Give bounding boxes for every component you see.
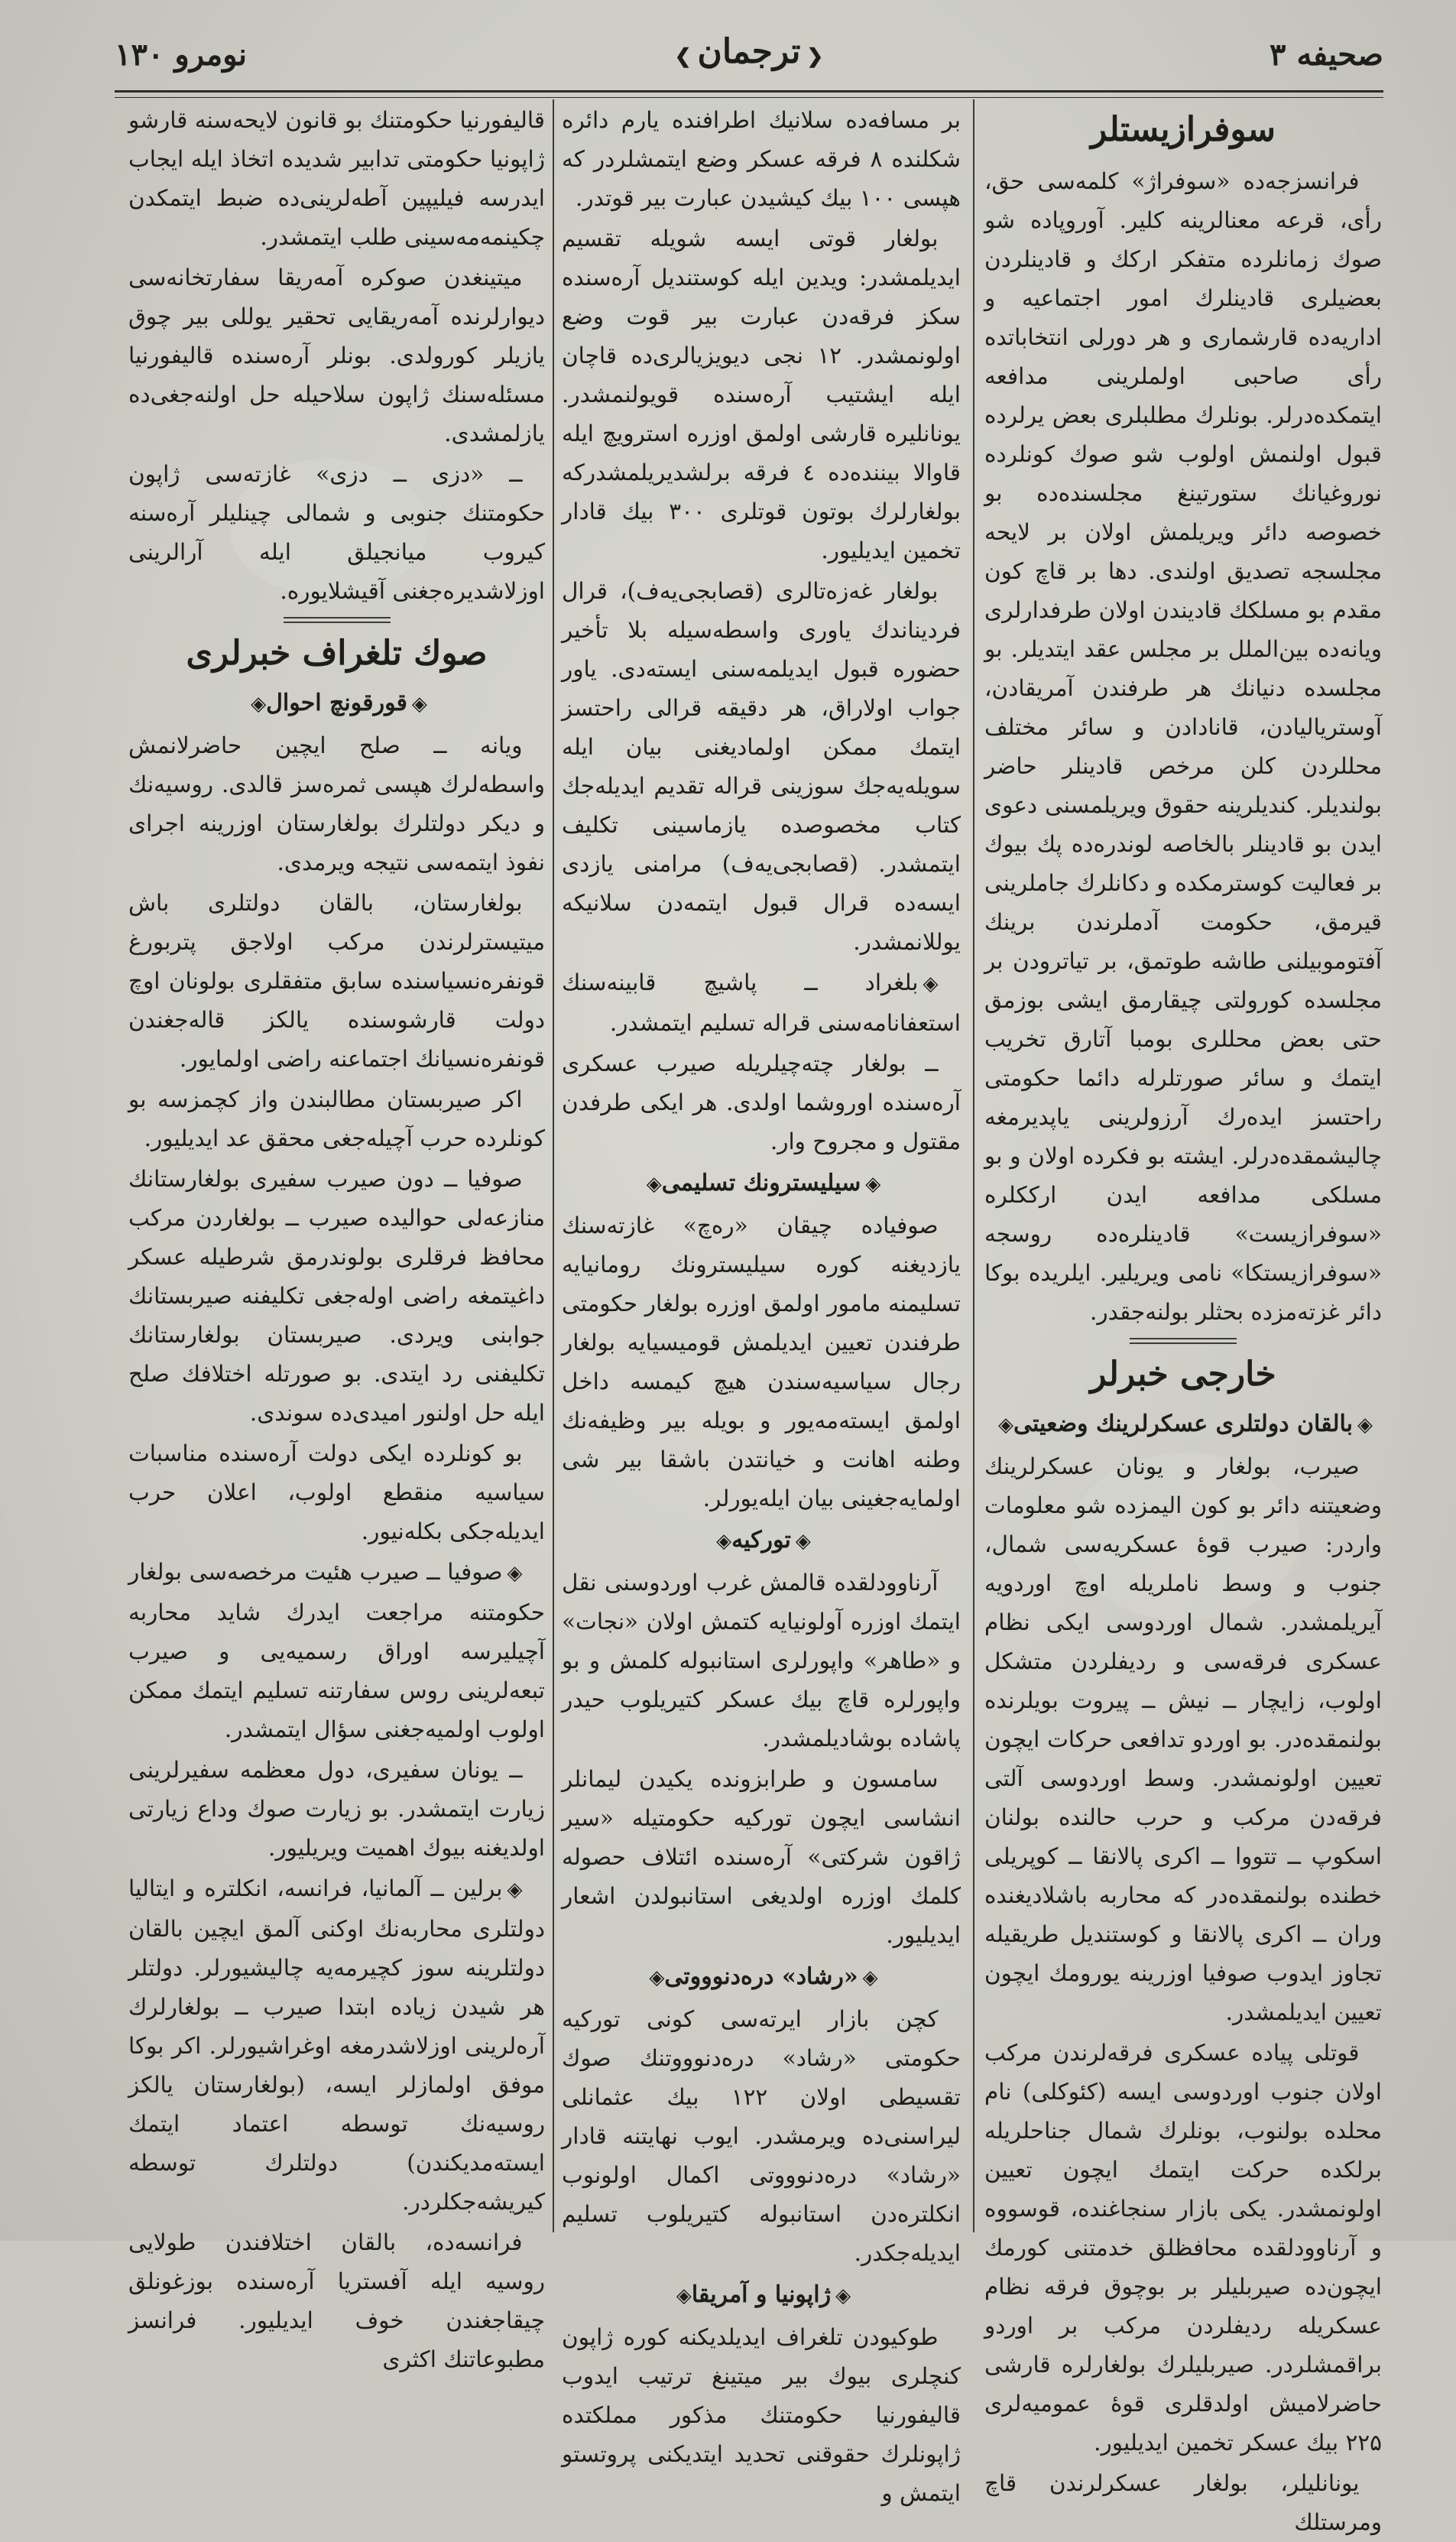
ornament-icon: ❮ xyxy=(806,45,824,68)
section-divider xyxy=(284,617,391,623)
section-heading-latest-telegrams: صوك تلغراف خبرلری xyxy=(186,634,488,673)
diamond-icon: ◈ xyxy=(507,1562,523,1585)
diamond-icon: ◈ xyxy=(1357,1414,1373,1437)
page-header xyxy=(115,31,1383,88)
article-paragraph: آرناوودلقده قالمش غرب اوردوسنی نقل ایتمك اوزره آولونیایه کتمش اولان «نجات» و «طاهر» واپورلری استانبوله کلمش و بو واپورلره قاچ بیك عسکر کتیریلوب حیدر پاشاده بوشادیلمشدر. xyxy=(562,1570,961,1751)
article-paragraph: بولغارستان، بالقان دولتلری باش میتیسترلرندن مرکب اولاجق پتربورغ قونفره‌نسیاسنده سابق متفقلری بولونان اوچ دولت قارشوسنده یالکز قاله‌جغندن قونفره‌نسیانك اجتماعنه راضی اولمایور. xyxy=(128,890,545,1072)
subheading-text: قورقونچ احوال xyxy=(266,690,407,716)
subheading-text: «رشاد» دره‌دنوووتی xyxy=(664,1963,858,1990)
article-paragraph: کچن بازار ایرته‌سی کونی تورکیه حکومتی «رشاد» دره‌دنوووتنك صوك تقسیطی اولان ۱۲۲ بیك عثمانلی لیراسنی‌ده ویرمشدر. ایوب نهایتنه قادار «رشاد» دره‌دنوووتی اکمال اولونوب انکلتره‌دن استانبوله کتیریلوب تسلیم ایدیله‌جکدر. xyxy=(562,2006,961,2266)
article-subheading xyxy=(562,1166,961,1202)
article-paragraph: ویانه ــ صلح ایچین حاضرلانمش واسطه‌لرك هپسی ثمره‌سز قالدی. روسیه‌نك و دیکر دولتلرك بولغارستان اوزرینه اجرای نفوذ ایتمه‌سی نتیجه ویرمدی. xyxy=(128,732,545,875)
article-paragraph: یونانلیلر، بولغار عسکرلرندن قاچ ومرستلك xyxy=(984,2470,1382,2535)
article-paragraph: ــ «دزی ــ دزی» غازته‌سی ژاپون حکومتنك جنوبی و شمالی چینلیلر آره‌سنه کیروب میانجیلق ایله آرالرینی اوزلاشدیره‌جغنی آقیشلایوره. xyxy=(128,461,545,604)
article-paragraph: سامسون و طرابزونده یکیدن لیمانلر انشاسی ایچون تورکیه حکومتیله «سیر ژاقون شرکتی» آره‌سنده ائتلاف حصوله کلمك اوزره اولدیغی استانبولدن اشعار ایدیلیور. xyxy=(562,1766,961,1948)
diamond-icon: ◈ xyxy=(997,1414,1013,1437)
masthead-title: ترجمان xyxy=(697,32,801,71)
article-paragraph: فرانسزجه‌ده «سوفراژ» کلمه‌سی حق، رأی، قرعه معنالرینه کلیر. آوروپاده شو صوك زمانلرده متفکر ارکك و قادینلردن بعضیلری قادینلرك امور اجتماعیه و اداریه‌ده قارشماری و هر دورلی انتخاباتده رأی صاحبی اولملرینی مدافعه ایتمکده‌درلر. بونلرك مطلبلری بعض یرلرده قبول اولنمش اولوب شو صوك کونلرده نوروغیانك ستورتینغ مجلسنده‌ده بو خصوصه دائر ویریلمش اولان بر لایحه مجلسجه تصدیق اولندی. دها بر قاچ کون مقدم بو مسلکك قادیندن اولان طرفدارلری ویانه‌ده بین‌الملل بر مجلس عقد ایتدیلر. بو مجلسده دنیانك هر طرفندن آمریقادن، آوستریالیادن، قانادادن و سائر مختلف محللردن کلن مرخص قادینلر حاضر بولندیلر. کندیلرینه حقوق ویریلمسنی دعوی ایدن بو قادینلر بالخاصه لوندره‌ده پك بیوك بر فعالیت کوسترمکده و دکانلرك جاملرینی قیرمق، حکومت آدملرندن برینك آفتوموبیلنی طاشه طوتمق، بر تیاترودن بر مجلسده کورولتی چیقارمق ایشی بوزمق حتی بعض محللری بومبا آتارق تخریب ایتمك و سائر صورتلرله دائما حکومتی راحتسز ایده‌رك آرزولرینی یاپدیرمغه چالیشمقده‌درلر. ایشته بو فکرده اولان و بو مسلکی مدافعه ایدن ارککلره «سوفرازیست» قادینلره‌ده روسجه «سوفرازیستکا» نامی ویریلیر. ایلریده بوکا دائر غزته‌مزده بحثلر بولنه‌جقدر. xyxy=(984,168,1382,1325)
header-rule xyxy=(115,90,1383,98)
article-paragraph: بر مسافه‌ده سلانیك اطرافنده یارم دائره شکلنده ۸ فرقه عسکر وضع ایتمشلردر که هپسی ۱۰۰ بیك کیشیدن عبارت بیر قوتدر. xyxy=(562,107,961,211)
newspaper-title xyxy=(669,32,829,71)
page-number: صحیفه ۳ xyxy=(1270,37,1383,73)
article-paragraph xyxy=(562,963,961,1043)
article-subheading xyxy=(562,1959,961,1995)
article-paragraph: ــ یونان سفیری، دول معظمه سفیرلرینی زیارت ایتمشدر. بو زیارت صوك وداع زیارتی اولدیغنه بیوك اهمیت ویریلیور. xyxy=(128,1757,545,1861)
ornament-icon: ❯ xyxy=(674,45,692,68)
article-heading-suffragettes: سوفرازیستلر xyxy=(1091,110,1276,149)
section-divider xyxy=(1130,1338,1237,1344)
diamond-icon: ◈ xyxy=(251,693,267,716)
article-paragraph xyxy=(128,1553,545,1749)
column-divider xyxy=(973,99,974,2232)
diamond-icon: ◈ xyxy=(649,1966,665,1989)
article-paragraph: بولغار غه‌زه‌‌تالری (قصابجی‌یه‌ف)، قرال فردیناندك یاوری واسطه‌سیله بلا تأخیر حضوره قبول ایدیلمه‌سنی ایسته‌دی. یاور جواب اولاراق، هر دقیقه قرالی راحتسز ایتمك ممکن اولمادیغنی بیان ایله سویله‌یه‌جك سوزینی قراله تقدیم ایدیله‌جك کتاب مخصوصده یازماسینی تکلیف ایتمشدر. (قصابجی‌یه‌ف) مرامنی یازدی ایسه‌ده قرال قبول ایتمه‌دن سلانیکه یوللانمشدر. xyxy=(562,578,961,955)
diamond-icon: ◈ xyxy=(862,1966,878,1989)
article-paragraph: بولغار قوتی ایسه شویله تقسیم ایدیلمشدر: ویدین ایله کوستندیل آره‌سنده سکز فرقه‌دن عبارت بیر قوت وضع اولونمشدر. ۱۲ نجی دیویزیالری‌ده قاچان ایله ایشتیب آره‌سنده قویولنمشدر. یونانلیره قارشی اولمق اوزره استرویچ ایله قاوالا بیننده‌ده ٤ فرقه برلشدیریلمشدرکه بولغارلرك بوتون قوتلری ۳۰۰ بیك قادار تخمین ایدیلیور. xyxy=(562,226,961,563)
article-paragraph: قالیفورنیا حکومتنك بو قانون لایحه‌سنه قارشو ژاپونیا حکومتی تدابیر شدیده اتخاذ ایله ایجاب ایدرسه فیلیپین آطه‌لرینی‌ده ضبط ایتمکدن چکینمه‌مه‌سینی طلب ایتمشدر. xyxy=(128,107,545,250)
paragraph-text: صوفیا ــ صیرب هئیت مرخصه‌سی بولغار حکومتنه مراجعت ایدرك شاید محاربه آچیلیرسه اوراق رسمیه‌یی و صیرب تبعه‌لرینی روس سفارتنه تسلیم ایتمك ممکن اولوب اولمیه‌جغنی سؤال ایتمشدر. xyxy=(128,1559,545,1742)
article-paragraph: صیرب، بولغار و یونان عسکرلرینك وضعیتنه دائر بو کون الیمزده شو معلومات واردر: صیرب قوۀ عسکریه‌سی شمال، جنوب و وسط ناملریله اوچ اوردویه آیریلمشدر. شمال اوردوسی ایکی نظام عسکری فرقه‌سی و ردیفلردن متشکل اولوب، زایچار ــ نیش ــ پیروت بویلرنده بولنمقده‌در. بو اوردو تدافعی حرکات ایچون تعیین اولونمشدر. وسط اوردوسی آلتی فرقه‌دن مرکب و حرب حالنده بولنان اسکوپ ــ تتووا ــ اکری پالانقا ــ کوپریلی خطنده بولنمقده‌در که محاربه باشلادیغنده وران ــ اکری پالانقا و کوستندیل طریقیله تجاوز ایدوب صوفیا اوزرینه یورومك ایچون تعیین ایدیلمشدر. xyxy=(984,1453,1382,2025)
article-paragraph: قوتلی پیاده عسکری فرقه‌لرندن مرکب اولان جنوب اوردوسی ایسه (کئوکلی) نام محلده بولنوب، بونلرك شمال جناحلریله برلکده حرکت ایتمك ایچون تعیین اولونمشدر. یکی بازار سنجاغنده، قوسووه و آرناوودلقده محافظلق خدمتنی کورمك ایچون‌ده صیربلیلر بر بوچوق فرقه نظام عسکریله ردیفلردن مرکب بر اوردو براقمشلردر. صیربلیلرك بولغارلره قارشی حاضرلامیش اولدقلری قوۀ عمومیه‌لری ۲۲۵ بیك عسکر تخمین ایدیلیور. xyxy=(984,2040,1382,2456)
diamond-icon: ◈ xyxy=(676,2284,692,2307)
article-subheading xyxy=(562,1523,961,1559)
column-middle xyxy=(562,101,961,2506)
diamond-icon: ◈ xyxy=(865,1173,881,1196)
article-subheading xyxy=(562,2277,961,2313)
article-paragraph: صوفیا ــ دون صیرب سفیری بولغارستانك منازعه‌لی حوالیده صیرب ــ بولغاردن مرکب محافظ فرقلری بولوندرمق شرطیله عسکر داغیتمغه راضی اوله‌جغی تکلیفنه صیربستانك جوابنی ویردی. صیربستان بولغارستانك تکلیفنی رد ایتدی. بو صورتله اختلافك صلح ایله حل اولنور امیدی‌ده سوندی. xyxy=(128,1166,545,1426)
article-paragraph: میتینغدن صوکره آمه‌ریقا سفارتخانه‌سی دیوارلرنده آمه‌ریقایی تحقیر یوللی بیر چوق یازیلر کورولدی. بونلر آره‌سنده قالیفورنیا مسئله‌سنك ژاپون سلاحیله حل اولنه‌جغی‌ده یازلمشدی. xyxy=(128,265,545,446)
subheading-text: بالقان دولتلری عسکرلرینك وضعیتی xyxy=(1013,1411,1354,1437)
diamond-icon: ◈ xyxy=(716,1530,732,1553)
paragraph-text: بلغراد ــ پاشیچ قابینه‌سنك استعفانامه‌سنی قراله تسلیم ایتمشدر. xyxy=(562,969,961,1036)
article-paragraph: فرانسه‌ده، بالقان اختلافندن طولایی روسیه ایله آفستریا آره‌سنده بوزغونلق چیقاجغندن خوف ایدیلیور. فرانسز مطبوعاتنك اکثری xyxy=(128,2229,545,2372)
article-subheading xyxy=(128,686,545,722)
article-paragraph: صوفیاده چیقان «ره‌چ» غازته‌سنك یازدیغنه کوره سیلیسترونك رومانیایه تسلیمنه مامور اولمق اوزره بولغار حکومتی طرفندن تعیین ایدیلمش قومیسیایه بولغار رجال سیاسیه‌سندن هیچ کیمسه داخل اولمق ایسته‌مه‌یور و بویله بیر وظیفه‌نك وطنه اهانت و خیانتدن باشقا بیر شی اولمایه‌جغینی بیان ایله‌یورلر. xyxy=(562,1213,961,1511)
diamond-icon: ◈ xyxy=(795,1530,811,1553)
subheading-text: ژاپونیا و آمریقا xyxy=(691,2281,832,2308)
article-paragraph: اکر صیربستان مطالبندن واز کچمزسه بو کونلرده حرب آچیله‌جغی محقق عد ایدیلیور. xyxy=(128,1086,545,1151)
section-heading-foreign-news: خارجی خبرلر xyxy=(1090,1355,1276,1394)
column-divider xyxy=(553,99,554,2232)
article-paragraph: بو کونلرده ایکی دولت آره‌سنده مناسبات سیاسیه منقطع اولوب، اعلان حرب ایدیله‌جکی بکله‌نیور. xyxy=(128,1440,545,1544)
subheading-text: سیلیسترونك تسلیمی xyxy=(661,1170,861,1196)
diamond-icon: ◈ xyxy=(835,2284,851,2307)
article-paragraph: ــ بولغار چته‌چیلریله صیرب عسکری آره‌سنده اوروشما اولدی. هر ایکی طرفدن مقتول و مجروح وار. xyxy=(562,1050,961,1154)
diamond-icon: ◈ xyxy=(646,1173,662,1196)
issue-number: نومرو ۱۳۰ xyxy=(115,37,247,73)
subheading-text: تورکیه xyxy=(731,1527,791,1553)
diamond-icon: ◈ xyxy=(411,693,427,716)
article-subheading xyxy=(984,1407,1382,1443)
article-paragraph xyxy=(128,1869,545,2222)
article-paragraph: طوکیودن تلغراف ایدیلدیکنه کوره ژاپون کنچلری بیوك بیر میتینغ ترتیب ایدوب قالیفورنیا حکومتنك مذکور مملکتده ژاپونلرك حقوقنی تحدید ایتدیکنی پروتستو ایتمش و xyxy=(562,2324,961,2506)
diamond-icon: ◈ xyxy=(923,972,939,995)
paragraph-text: برلین ــ آلمانیا، فرانسه، انکلتره و ایتالیا دولتلری محاربه‌نك اوکنی آلمق ایچین بالقان دولتلرینه سوز کچیرمه‌یه چالیشیورلر. دولتلر هر شیدن زیاده ابتدا صیرب ــ بولغارلرك آره‌لرینی اوزلاشدرمغه اوغراشیورلر. اکر بوکا موفق اولمازلر ایسه، (بولغارستان یالکز روسیه‌نك توسطه اعتماد ایتمك ایسته‌مدیکندن) دولتلرك توسطه کیریشه‌جکلردر. xyxy=(128,1875,545,2215)
column-left xyxy=(128,101,545,2372)
column-right xyxy=(984,101,1382,2535)
diamond-icon: ◈ xyxy=(507,1878,523,1901)
